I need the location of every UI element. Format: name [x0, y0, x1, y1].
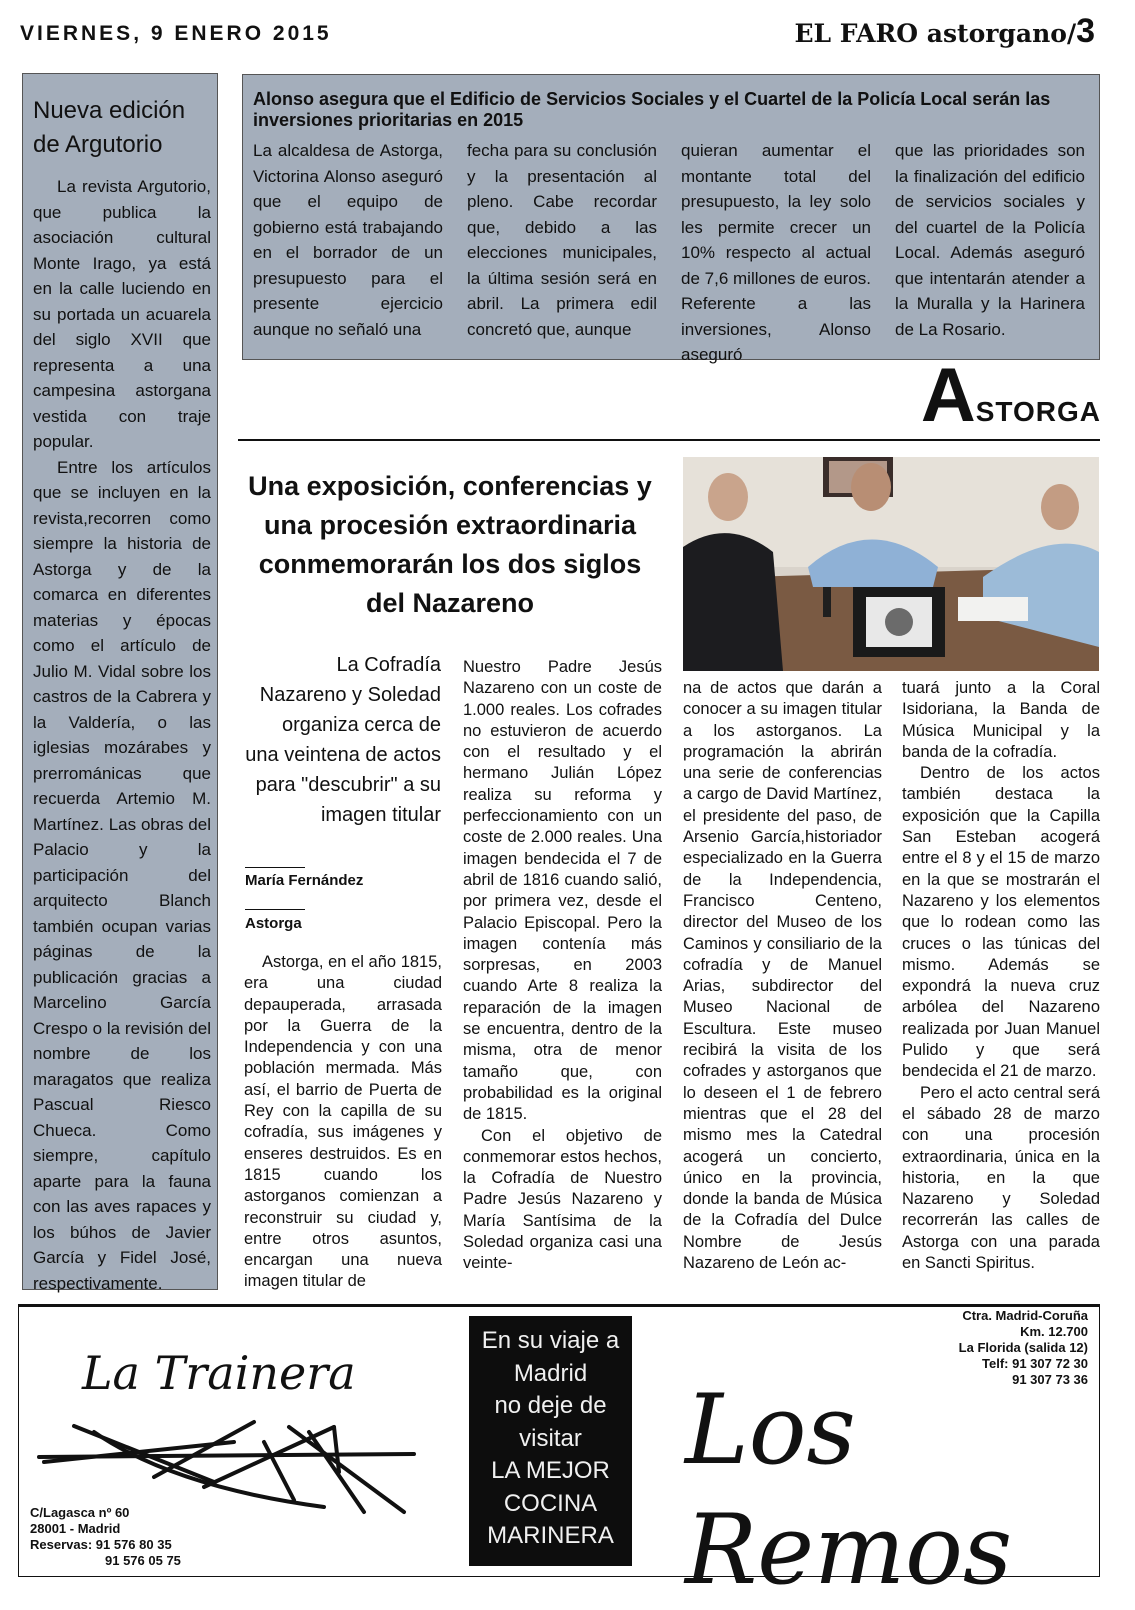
section-label: [920, 353, 1101, 438]
ad-middle-line: En su viaje a: [481, 1327, 620, 1354]
article-column-4: [902, 678, 1100, 1274]
ad-middle-line: visitar: [519, 1424, 582, 1452]
ad-remos-phone2: 91 307 73 36: [1012, 1372, 1088, 1387]
top-article-column: que las prioridades son la finalización del edificio de servicios sociales y del cuartel de la Policía Local. Además aseguró que intentarán atender a la Muralla y la Harinera de La Rosario.: [895, 141, 1085, 339]
ad-trainera-logo: La Trainera: [82, 1346, 356, 1400]
byline-rule: [245, 909, 305, 910]
ad-middle-box: [469, 1316, 632, 1566]
ad-trainera-street: C/Lagasca nº 60: [30, 1505, 130, 1520]
article-paragraph: Astorga, en el año 1815, era una ciudad depauperada, arrasada por la Guerra de la Independencia y con una población mermada. Más así, el barrio de Puerta de Rey con la capilla de su cofradía, sus imágenes y enseres destruidos. Es en 1815 cuando los astorganos comienzan a reconstruir su ciudad y, entre otros asuntos, encargan una nueva imagen titular de: [244, 953, 442, 1291]
ad-remos-phone: Telf: 91 307 72 30: [982, 1356, 1088, 1371]
newspaper-name: EL FARO astorgano/: [794, 19, 1077, 48]
ad-remos-exit: La Florida (salida 12): [958, 1340, 1088, 1355]
article-paragraph: Nuestro Padre Jesús Nazareno con un coste de 1.000 reales. Los cofrades no estuvieron de acuerdo con el resultado y el hermano Julián López realiza su reforma y perfeccionamiento con un coste de 2.000 reales. Una imagen bendecida el 7 de abril de 1816 cuando salió, por primera vez, desde el Palacio Episcopal. Pero la imagen contenía más sorpresas, en 2003 cuando Arte 8 realiza la reparación de la imagen se encuentra, dentro de la misma, otra de menor tamaño que, con probabilidad es la original de 1815.: [463, 658, 662, 1124]
article-paragraph: Dentro de los actos también destaca la exposición que la Capilla San Esteban acogerá entre el 8 y el 15 de marzo en la que se mostrarán el Nazareno y los elementos que lo rodean como las cruces o las túnicas del mismo. Además se expondrá la nueva cruz arbólea del Nazareno realizada por Juan Manuel Pulido y que será bendecida el 21 de marzo.: [902, 764, 1100, 1081]
main-subheadline: La Cofradía Nazareno y Soledad organiza cerca de una veintena de actos para "descubrir" a su imagen titular: [245, 654, 441, 826]
issue-date: VIERNES, 9 ENERO 2015: [20, 22, 332, 45]
sidebar-paragraph: Entre los artículos que se incluyen en la revista,recorren como siempre la historia de Astorga y de la comarca en diferentes materias y épocas como el artículo de Julio M. Vidal sobre los castros de la Cabrera y la Valdería, o las iglesias mozárabes y prerrománicas que recuerda Artemio M. Martínez. Las obras del Palacio y la participación del arquitecto Blanch también ocupan varias páginas de la publicación gracias a Marcelino García Crespo o la revisión del nombre de los maragatos que realiza Pascual Riesco Chueca. Como siempre, capítulo aparte para la fauna con las aves rapaces y los búhos de Javier García y Fidel José, respectivamente.: [33, 457, 211, 1293]
sidebar-title: Nueva edición de Argutorio: [33, 97, 186, 158]
article-photo: [683, 457, 1099, 671]
article-paragraph: na de actos que darán a conocer a su imagen titular a los astorganos. La programación la abrirán una serie de conferencias a cargo de David Martínez, el presidente del paso, de Arsenio García,historiador especializado en la Guerra de la Independencia, Francisco Centeno, director del Museo de los Caminos y consiliario de la cofradía y de Manuel Arias, subdirector del Museo Nacional de Escultura. Este museo recibirá la visita de los cofrades y astorganos que lo deseen el 1 de febrero mientras que el 28 del mismo mes la Catedral acogerá un concierto, único en la provincia, donde la banda de Música de la Cofradía del Dulce Nombre de Jesús Nazareno de León ac-: [683, 679, 882, 1273]
section-rest: STORGA: [975, 396, 1101, 427]
article-column-3: [683, 678, 882, 1274]
article-paragraph: tuará junto a la Coral Isidoriana, la Banda de Música Municipal y la banda de la cofradía.: [902, 679, 1100, 761]
byline-author: María Fernández: [245, 872, 364, 889]
ad-remos-km: Km. 12.700: [1020, 1324, 1088, 1339]
top-article-column: La alcaldesa de Astorga, Victorina Alonso aseguró que el equipo de gobierno está trabajando en el borrador de un presupuesto para el presente ejercicio aunque no señaló una: [253, 141, 443, 339]
byline-location: Astorga: [245, 915, 302, 932]
article-column-1: [244, 952, 442, 1293]
ad-middle-line: MARINERA: [487, 1522, 614, 1549]
sidebar-box: [22, 73, 218, 1293]
top-article-headline: Alonso asegura que el Edificio de Servicios Sociales y el Cuartel de la Policía Local serán las inversiones prioritarias en 2015: [253, 89, 1051, 130]
ad-trainera-phone2: 91 576 05 75: [105, 1553, 181, 1568]
article-paragraph: Pero el acto central será el sábado 28 de marzo con una procesión extraordinaria, única en la historia, en la que Nazareno y Soledad recorrerán las calles de Astorga con una parada en Sancti Spiritus.: [902, 1083, 1100, 1273]
section-rule: [238, 439, 1100, 441]
ad-remos-road: Ctra. Madrid-Coruña: [962, 1308, 1088, 1323]
article-paragraph: Con el objetivo de conmemorar estos hechos, la Cofradía de Nuestro Padre Jesús Nazareno y María Santísima de la Soledad organiza casi una veinte-: [463, 1126, 663, 1273]
ad-middle-line: COCINA: [503, 1489, 598, 1517]
top-article-box: [242, 74, 1100, 364]
ad-trainera-city: 28001 - Madrid: [30, 1521, 121, 1536]
masthead: [794, 12, 1095, 51]
ad-middle-line: Madrid: [513, 1359, 588, 1387]
main-headline: Una exposición, conferencias y una procesión extraordinaria conmemorarán los dos siglos del Nazareno: [248, 471, 652, 618]
sidebar-body: [33, 174, 211, 1296]
ad-middle-line: no deje de: [494, 1392, 607, 1419]
section-initial: A: [920, 353, 976, 438]
top-article-column: fecha para su conclusión y la presentación al pleno. Cabe recordar que, debido a las elecciones municipales, la última sesión será en abril. La primera edil concretó que, aunque: [467, 141, 657, 339]
byline-rule: [245, 867, 305, 868]
ad-trainera-phone: Reservas: 91 576 80 35: [30, 1537, 172, 1552]
top-article-column: quieran aumentar el montante total del presupuesto, la ley solo les permite crecer un 10% respecto al actual de 7,6 millones de euros. Referente a las inversiones, Alonso aseguró: [681, 141, 871, 364]
page-number: 3: [1076, 12, 1095, 50]
ad-middle-line: LA MEJOR: [491, 1457, 610, 1484]
ad-remos-logo: Los Remos: [685, 1374, 1013, 1606]
sidebar-paragraph: La revista Argutorio, que publica la asociación cultural Monte Irago, ya está en la calle luciendo en su portada un acuarela del siglo XVII que representa a una campesina astorgana vestida con traje popular.: [33, 177, 211, 451]
ad-trainera-address: [30, 1505, 181, 1569]
article-column-2: [463, 657, 662, 1275]
